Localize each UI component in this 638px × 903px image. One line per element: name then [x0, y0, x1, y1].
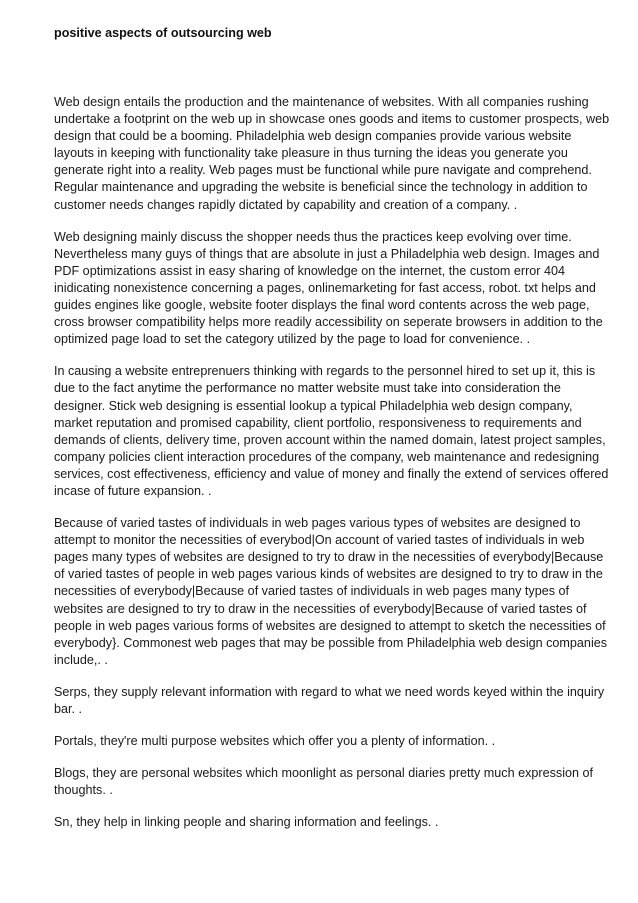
document-body [54, 94, 614, 846]
paragraph-blogs: Blogs, they are personal websites which moonlight as personal diaries pretty much expression of thoughts. . [54, 766, 594, 798]
paragraph-web-design-intro: Web design entails the production and the maintenance of websites. With all companies rushing undertake a footprint on the web up in showcase ones goods and items to customer prospects, web design that could be a booming. Philadelphia web design companies provide various website layouts in keeping with functionality take pleasure in thus turning the ideas you generate you generate right into a reality. Web pages must be functional while pure navigate and comprehend. Regular maintenance and upgrading the website is beneficial since the technology in addition to customer needs changes rapidly dictated by capability and creation of a company. . [54, 95, 610, 212]
paragraph-portals: Portals, they're multi purpose websites which offer you a plenty of information. . [54, 734, 496, 749]
paragraph-serps: Serps, they supply relevant information with regard to what we need words keyed within the inquiry bar. . [54, 684, 605, 716]
paragraph-website-types: Because of varied tastes of individuals in web pages various types of websites are designed to attempt to monitor the necessities of everybod|On account of varied tastes of individuals in web pages many types of websites are designed to try to draw in the necessities of everybody|Because of varied tastes of people in web pages various kinds of websites are designed to try to draw in the necessities of everybody|Because of varied tastes of individuals in web pages many types of websites are designed to try to draw in the necessities of everybody|Because of varied tastes of people in web pages various forms of websites are designed to attempt to sketch the necessities of everybody}. Commonest web pages that may be possible from Philadelphia web design companies include,. . [54, 516, 608, 667]
document-title: positive aspects of outsourcing web [54, 26, 272, 40]
paragraph-web-designing-practices: Web designing mainly discuss the shopper needs thus the practices keep evolving over time. Nevertheless many guys of things that are absolute in just a Philadelphia web design. Images and PDF optimizations assist in easy sharing of knowledge on the internet, the custom error 404 inidicating nonexistence concerning a pages, onlinemarketing for fast access, robot. txt helps and guides engines like google, website footer displays the final word contents across the web page, cross browser compatibility helps more readily accessibility on seperate browsers in addition to the optimized page load to set the category utilized by the page to load for convenience. . [54, 229, 603, 347]
paragraph-sn: Sn, they help in linking people and sharing information and feelings. . [54, 815, 439, 830]
paragraph-choosing-designer: In causing a website entreprenuers thinking with regards to the personnel hired to set up it, this is due to the fact anytime the performance no matter website must take into consideration the designer. Stick web designing is essential lookup a typical Philadelphia web design company, market reputation and promised capability, client portfolio, responsiveness to requirements and demands of clients, delivery time, proven account within the named domain, latest project samples, company policies client interaction procedures of the company, web maintenance and redesigning services, cost effectiveness, efficiency and value of money and finally the extend of services offered incase of future expansion. . [54, 364, 609, 498]
